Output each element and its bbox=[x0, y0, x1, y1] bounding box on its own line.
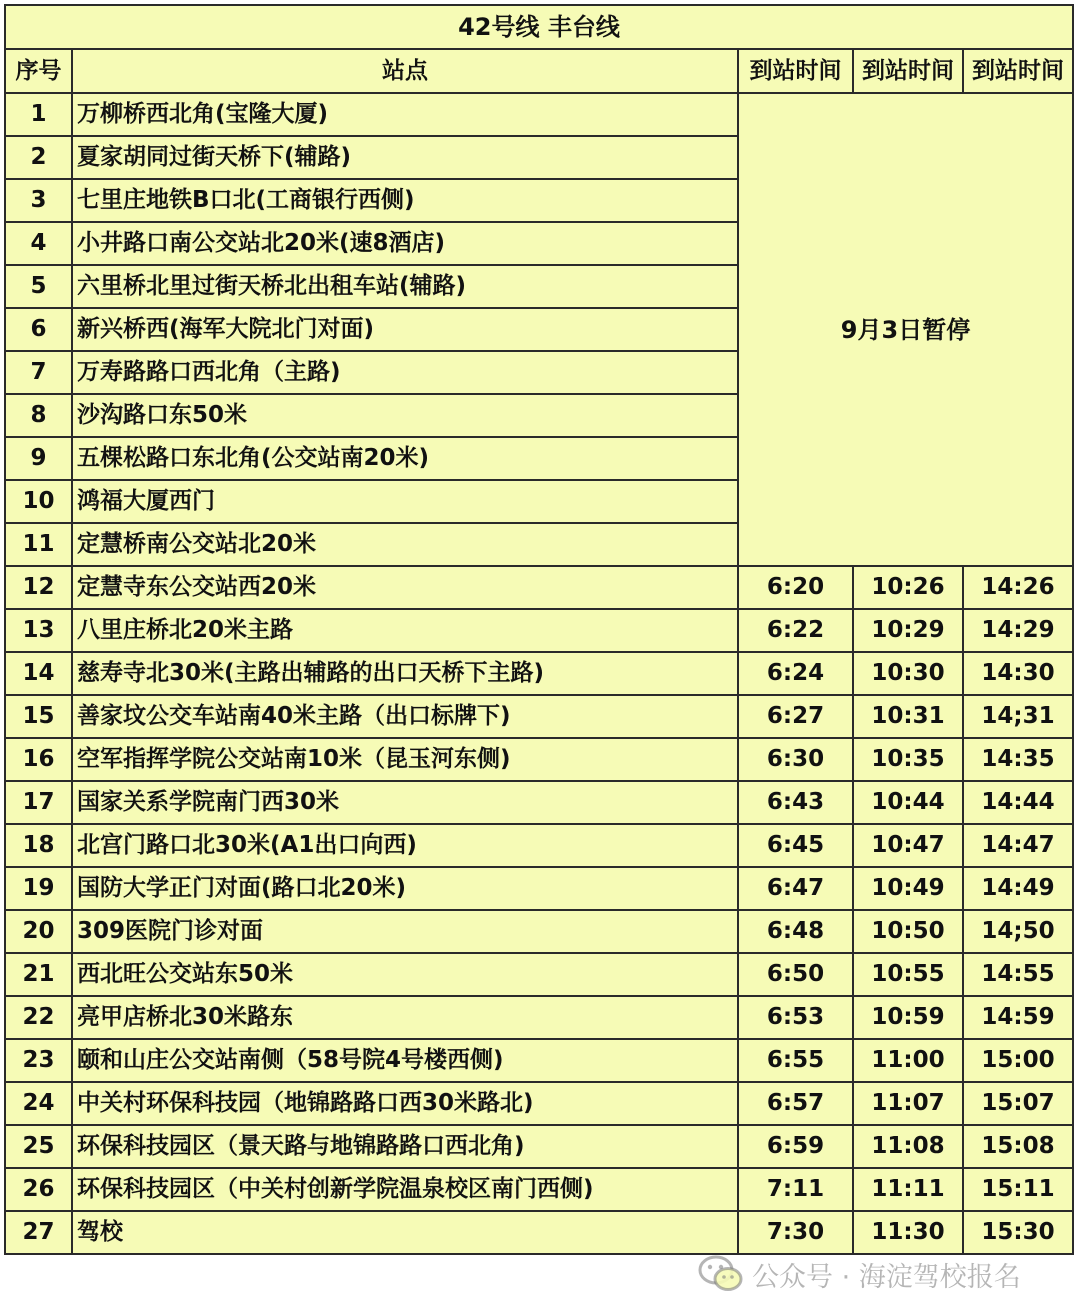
arrival-time-2: 11:30 bbox=[853, 1211, 963, 1254]
station-name: 万寿路路口西北角（主路) bbox=[72, 351, 738, 394]
arrival-time-2: 10:44 bbox=[853, 781, 963, 824]
header-station: 站点 bbox=[72, 49, 738, 93]
arrival-time-3: 14:30 bbox=[963, 652, 1073, 695]
arrival-time-2: 10:59 bbox=[853, 996, 963, 1039]
row-index: 5 bbox=[5, 265, 72, 308]
schedule-table bbox=[4, 4, 1074, 1255]
arrival-time-1: 7:11 bbox=[738, 1168, 853, 1211]
table-row bbox=[5, 1082, 1073, 1125]
arrival-time-1: 6:47 bbox=[738, 867, 853, 910]
arrival-time-3: 14;31 bbox=[963, 695, 1073, 738]
arrival-time-1: 6:53 bbox=[738, 996, 853, 1039]
arrival-time-2: 11:08 bbox=[853, 1125, 963, 1168]
arrival-time-2: 11:11 bbox=[853, 1168, 963, 1211]
row-index: 18 bbox=[5, 824, 72, 867]
header-row bbox=[5, 49, 1073, 93]
row-index: 12 bbox=[5, 566, 72, 609]
row-index: 14 bbox=[5, 652, 72, 695]
arrival-time-1: 6:50 bbox=[738, 953, 853, 996]
header-arrival-time-3: 到站时间 bbox=[963, 49, 1073, 93]
arrival-time-3: 15:00 bbox=[963, 1039, 1073, 1082]
table-row bbox=[5, 566, 1073, 609]
station-name: 新兴桥西(海军大院北门对面) bbox=[72, 308, 738, 351]
row-index: 23 bbox=[5, 1039, 72, 1082]
arrival-time-3: 14:35 bbox=[963, 738, 1073, 781]
arrival-time-2: 10:29 bbox=[853, 609, 963, 652]
row-index: 24 bbox=[5, 1082, 72, 1125]
wechat-icon bbox=[698, 1254, 744, 1294]
table-row bbox=[5, 824, 1073, 867]
arrival-time-1: 6:24 bbox=[738, 652, 853, 695]
station-name: 善家坟公交车站南40米主路（出口标牌下) bbox=[72, 695, 738, 738]
station-name: 小井路口南公交站北20米(速8酒店) bbox=[72, 222, 738, 265]
station-name: 五棵松路口东北角(公交站南20米) bbox=[72, 437, 738, 480]
row-index: 9 bbox=[5, 437, 72, 480]
table-row bbox=[5, 1125, 1073, 1168]
row-index: 13 bbox=[5, 609, 72, 652]
table-row bbox=[5, 609, 1073, 652]
station-name: 夏家胡同过街天桥下(辅路) bbox=[72, 136, 738, 179]
arrival-time-3: 14:49 bbox=[963, 867, 1073, 910]
route-title: 42号线 丰台线 bbox=[5, 5, 1073, 49]
arrival-time-2: 10:55 bbox=[853, 953, 963, 996]
station-name: 国家关系学院南门西30米 bbox=[72, 781, 738, 824]
row-index: 7 bbox=[5, 351, 72, 394]
row-index: 17 bbox=[5, 781, 72, 824]
table-row bbox=[5, 695, 1073, 738]
row-index: 26 bbox=[5, 1168, 72, 1211]
station-name: 八里庄桥北20米主路 bbox=[72, 609, 738, 652]
arrival-time-2: 10:50 bbox=[853, 910, 963, 953]
row-index: 8 bbox=[5, 394, 72, 437]
arrival-time-1: 6:30 bbox=[738, 738, 853, 781]
arrival-time-3: 15:08 bbox=[963, 1125, 1073, 1168]
arrival-time-1: 6:55 bbox=[738, 1039, 853, 1082]
arrival-time-3: 15:30 bbox=[963, 1211, 1073, 1254]
table-row bbox=[5, 867, 1073, 910]
row-index: 10 bbox=[5, 480, 72, 523]
table-row bbox=[5, 996, 1073, 1039]
header-index: 序号 bbox=[5, 49, 72, 93]
station-name: 中关村环保科技园（地锦路路口西30米路北) bbox=[72, 1082, 738, 1125]
arrival-time-1: 6:48 bbox=[738, 910, 853, 953]
station-name: 国防大学正门对面(路口北20米) bbox=[72, 867, 738, 910]
row-index: 1 bbox=[5, 93, 72, 136]
station-name: 鸿福大厦西门 bbox=[72, 480, 738, 523]
row-index: 2 bbox=[5, 136, 72, 179]
arrival-time-1: 6:43 bbox=[738, 781, 853, 824]
arrival-time-1: 6:45 bbox=[738, 824, 853, 867]
arrival-time-2: 10:26 bbox=[853, 566, 963, 609]
station-name: 西北旺公交站东50米 bbox=[72, 953, 738, 996]
arrival-time-3: 14:47 bbox=[963, 824, 1073, 867]
table-row bbox=[5, 953, 1073, 996]
arrival-time-1: 6:27 bbox=[738, 695, 853, 738]
station-name: 驾校 bbox=[72, 1211, 738, 1254]
station-name: 定慧寺东公交站西20米 bbox=[72, 566, 738, 609]
arrival-time-2: 10:30 bbox=[853, 652, 963, 695]
row-index: 25 bbox=[5, 1125, 72, 1168]
row-index: 16 bbox=[5, 738, 72, 781]
row-index: 11 bbox=[5, 523, 72, 566]
arrival-time-3: 14:26 bbox=[963, 566, 1073, 609]
row-index: 27 bbox=[5, 1211, 72, 1254]
table-row bbox=[5, 93, 1073, 136]
row-index: 3 bbox=[5, 179, 72, 222]
arrival-time-2: 11:07 bbox=[853, 1082, 963, 1125]
table-row bbox=[5, 1211, 1073, 1254]
station-name: 亮甲店桥北30米路东 bbox=[72, 996, 738, 1039]
header-arrival-time-2: 到站时间 bbox=[853, 49, 963, 93]
station-name: 沙沟路口东50米 bbox=[72, 394, 738, 437]
table-row bbox=[5, 1168, 1073, 1211]
row-index: 6 bbox=[5, 308, 72, 351]
suspended-note: 9月3日暂停 bbox=[738, 93, 1073, 566]
arrival-time-3: 15:07 bbox=[963, 1082, 1073, 1125]
arrival-time-3: 15:11 bbox=[963, 1168, 1073, 1211]
station-name: 定慧桥南公交站北20米 bbox=[72, 523, 738, 566]
arrival-time-3: 14:59 bbox=[963, 996, 1073, 1039]
arrival-time-1: 7:30 bbox=[738, 1211, 853, 1254]
arrival-time-3: 14;50 bbox=[963, 910, 1073, 953]
arrival-time-1: 6:57 bbox=[738, 1082, 853, 1125]
table-row bbox=[5, 910, 1073, 953]
header-arrival-time-1: 到站时间 bbox=[738, 49, 853, 93]
arrival-time-2: 10:47 bbox=[853, 824, 963, 867]
station-name: 万柳桥西北角(宝隆大厦) bbox=[72, 93, 738, 136]
arrival-time-3: 14:44 bbox=[963, 781, 1073, 824]
arrival-time-1: 6:59 bbox=[738, 1125, 853, 1168]
table-row bbox=[5, 652, 1073, 695]
arrival-time-2: 10:35 bbox=[853, 738, 963, 781]
table-row bbox=[5, 1039, 1073, 1082]
row-index: 21 bbox=[5, 953, 72, 996]
station-name: 七里庄地铁B口北(工商银行西侧) bbox=[72, 179, 738, 222]
table-row bbox=[5, 781, 1073, 824]
table-row bbox=[5, 738, 1073, 781]
station-name: 空军指挥学院公交站南10米（昆玉河东侧) bbox=[72, 738, 738, 781]
watermark-text: 公众号 · 海淀驾校报名 bbox=[752, 1261, 1021, 1293]
station-name: 六里桥北里过街天桥北出租车站(辅路) bbox=[72, 265, 738, 308]
station-name: 北宫门路口北30米(A1出口向西) bbox=[72, 824, 738, 867]
arrival-time-1: 6:20 bbox=[738, 566, 853, 609]
row-index: 22 bbox=[5, 996, 72, 1039]
station-name: 颐和山庄公交站南侧（58号院4号楼西侧) bbox=[72, 1039, 738, 1082]
station-name: 环保科技园区（中关村创新学院温泉校区南门西侧) bbox=[72, 1168, 738, 1211]
row-index: 15 bbox=[5, 695, 72, 738]
row-index: 4 bbox=[5, 222, 72, 265]
station-name: 环保科技园区（景天路与地锦路路口西北角) bbox=[72, 1125, 738, 1168]
arrival-time-1: 6:22 bbox=[738, 609, 853, 652]
row-index: 20 bbox=[5, 910, 72, 953]
station-name: 慈寿寺北30米(主路出辅路的出口天桥下主路) bbox=[72, 652, 738, 695]
row-index: 19 bbox=[5, 867, 72, 910]
arrival-time-3: 14:55 bbox=[963, 953, 1073, 996]
arrival-time-2: 11:00 bbox=[853, 1039, 963, 1082]
arrival-time-3: 14:29 bbox=[963, 609, 1073, 652]
title-row bbox=[5, 5, 1073, 49]
arrival-time-2: 10:49 bbox=[853, 867, 963, 910]
arrival-time-2: 10:31 bbox=[853, 695, 963, 738]
station-name: 309医院门诊对面 bbox=[72, 910, 738, 953]
